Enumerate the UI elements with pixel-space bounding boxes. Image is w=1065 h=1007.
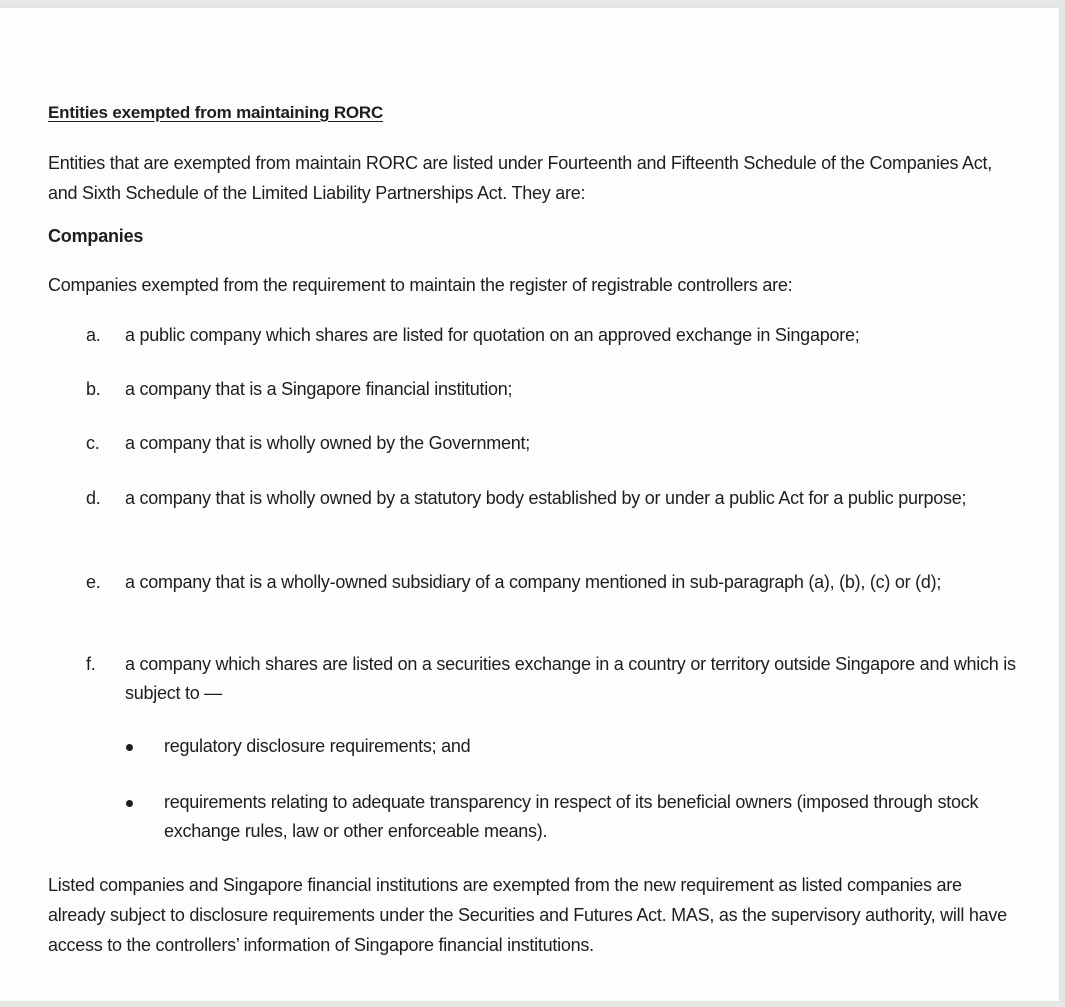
list-marker: e. xyxy=(86,572,101,592)
document-page xyxy=(0,8,1059,1001)
list-item-text: a company that is wholly owned by the Government; xyxy=(125,433,530,453)
list-marker: f. xyxy=(86,654,96,674)
list-item-text: a company that is a Singapore financial institution; xyxy=(125,379,513,399)
page-bottom-edge xyxy=(0,1001,1065,1007)
list-marker: a. xyxy=(86,325,101,345)
list-item-text: a company that is a wholly-owned subsidiary of a company mentioned in sub-paragraph (a), (b), (c) or (d); xyxy=(125,572,942,592)
list-item xyxy=(86,429,1021,458)
lead-paragraph: Companies exempted from the requirement to maintain the register of registrable controllers are: xyxy=(48,275,793,295)
list-item-text: a company which shares are listed on a securities exchange in a country or territory outside Singapore and which is subject to — xyxy=(125,654,1016,703)
bullet-text: regulatory disclosure requirements; and xyxy=(164,736,471,756)
bullet-item xyxy=(124,732,1014,761)
bullet-item xyxy=(124,788,1014,846)
bullet-dot-icon xyxy=(126,800,133,807)
list-marker: d. xyxy=(86,488,101,508)
closing-paragraph: Listed companies and Singapore financial institutions are exempted from the new requirement as listed companies are already subject to disclosure requirements under the Securities and Futures Act. MAS, as the supervisory authority, will have access to the controllers’ information of Singapore financial institutions. xyxy=(48,875,1007,955)
list-item xyxy=(86,650,1021,708)
list-marker: b. xyxy=(86,379,101,399)
list-marker: c. xyxy=(86,433,100,453)
list-item xyxy=(86,321,1021,350)
list-item xyxy=(86,568,1021,597)
list-item-text: a company that is wholly owned by a statutory body established by or under a public Act for a public purpose; xyxy=(125,488,967,508)
bullet-text: requirements relating to adequate transparency in respect of its beneficial owners (imposed through stock exchange rules, law or other enforceable means). xyxy=(164,792,979,841)
section-heading: Entities exempted from maintaining RORC xyxy=(48,103,384,122)
bullet-dot-icon xyxy=(126,744,133,751)
list-item xyxy=(86,484,1021,513)
companies-subheading: Companies xyxy=(48,226,144,246)
intro-paragraph: Entities that are exempted from maintain RORC are listed under Fourteenth and Fifteenth Schedule of the Companies Act, and Sixth Schedule of the Limited Liability Partnerships Act. They are: xyxy=(48,153,993,203)
list-item xyxy=(86,375,1021,404)
list-item-text: a public company which shares are listed for quotation on an approved exchange in Singapore; xyxy=(125,325,860,345)
